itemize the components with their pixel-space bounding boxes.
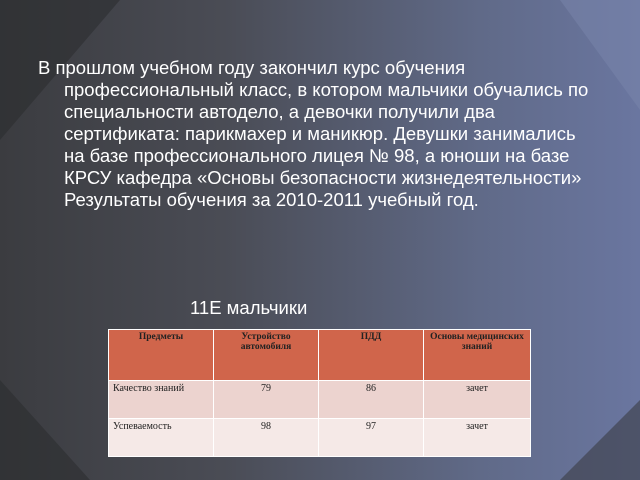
table-cell: 98 — [214, 419, 319, 457]
row-label: Качество знаний — [109, 381, 214, 419]
table-header-row — [109, 330, 531, 381]
header-medical-basics: Основы медицинских знаний — [424, 330, 531, 381]
subtitle: 11Е мальчики — [190, 297, 308, 318]
table-row — [109, 381, 531, 419]
header-subjects: Предметы — [109, 330, 214, 381]
results-table — [108, 329, 531, 457]
table-cell: 97 — [319, 419, 424, 457]
table-cell: 79 — [214, 381, 319, 419]
main-paragraph: В прошлом учебном году закончил курс обучения профессиональный класс, в котором мальчики обучались по специальности автодело, а девочки получили два сертификата: парикмахер и маникюр. Девушки занимались на базе профессионального лицея № 98, а юноши на базе КРСУ кафедра «Основы безопасности жизнедеятельности» Результаты обучения за 2010-2011 учебный год. — [38, 57, 589, 210]
table-cell: зачет — [424, 419, 531, 457]
header-car-device: Устройство автомобиля — [214, 330, 319, 381]
table-row — [109, 419, 531, 457]
table-cell: 86 — [319, 381, 424, 419]
table-cell: зачет — [424, 381, 531, 419]
row-label: Успеваемость — [109, 419, 214, 457]
header-traffic-rules: ПДД — [319, 330, 424, 381]
